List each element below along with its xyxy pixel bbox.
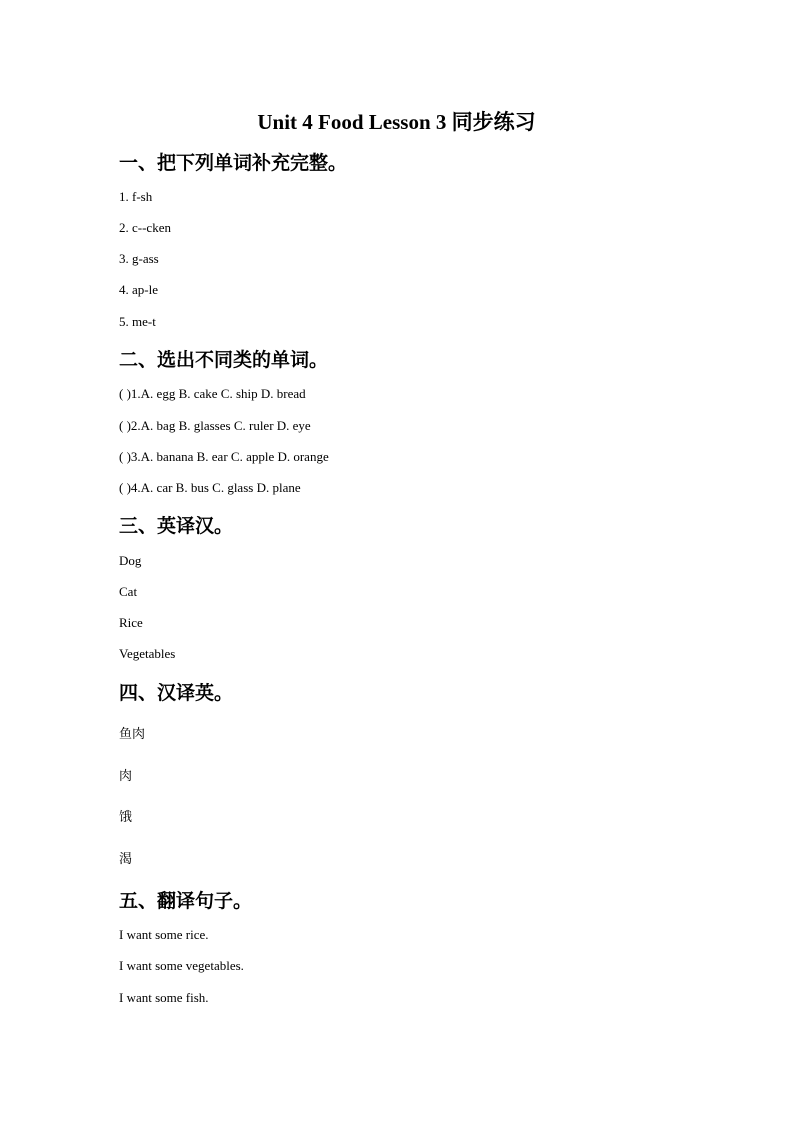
list-item: Vegetables — [119, 646, 176, 661]
list-item: ( )4.A. car B. bus C. glass D. plane — [119, 480, 301, 495]
section-1-heading: 一、把下列单词补充完整。 — [119, 152, 348, 174]
list-item: I want some fish. — [119, 990, 209, 1005]
list-item: 5. me-t — [119, 314, 156, 329]
list-item: ( )3.A. banana B. ear C. apple D. orange — [119, 449, 329, 464]
list-item: 渴 — [119, 852, 133, 867]
list-item: ( )2.A. bag B. glasses C. ruler D. eye — [119, 418, 311, 433]
list-item: 肉 — [119, 769, 133, 784]
section-2-heading: 二、选出不同类的单词。 — [119, 349, 329, 371]
list-item: 3. g-ass — [119, 251, 159, 266]
section-5-heading: 五、翻译句子。 — [119, 890, 253, 912]
document-title: Unit 4 Food Lesson 3 同步练习 — [257, 110, 536, 134]
list-item: ( )1.A. egg B. cake C. ship D. bread — [119, 386, 306, 401]
list-item: 鱼肉 — [119, 727, 146, 742]
list-item: I want some vegetables. — [119, 958, 244, 973]
list-item: I want some rice. — [119, 927, 209, 942]
list-item: 1. f-sh — [119, 189, 153, 204]
section-3-heading: 三、英译汉。 — [119, 515, 234, 537]
list-item: 4. ap-le — [119, 282, 158, 297]
list-item: Rice — [119, 615, 143, 630]
list-item: 饿 — [119, 810, 133, 825]
section-4-heading: 四、汉译英。 — [119, 682, 234, 704]
list-item: Cat — [119, 584, 138, 599]
list-item: 2. c--cken — [119, 220, 171, 235]
list-item: Dog — [119, 553, 142, 568]
